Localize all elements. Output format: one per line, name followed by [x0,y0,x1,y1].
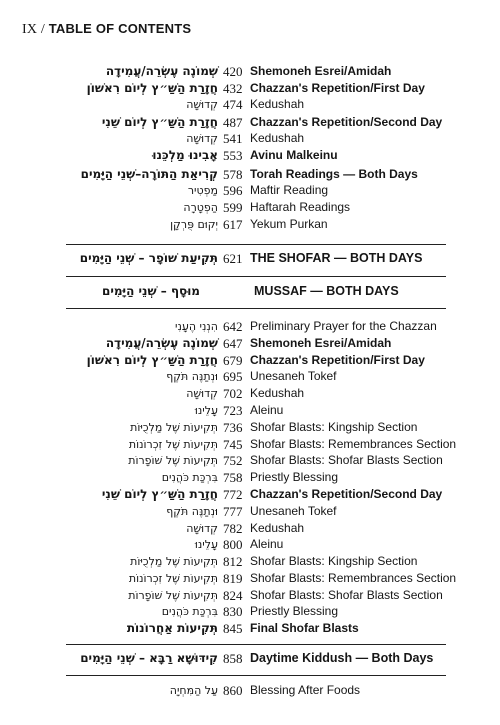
hebrew-title: קְדוּשָׁה [186,132,218,145]
english-title: Unesaneh Tokef [250,369,337,383]
toc-entry[interactable] [0,166,500,183]
page-ref: 647 [223,336,243,351]
hebrew-title: קִידּוּשָׁא רַבָּא – שְׁנֵי הַיָּמִים [80,651,218,665]
toc-entry[interactable] [0,335,500,352]
hebrew-title: הַפְטָרָה [183,201,218,214]
english-title: Haftarah Readings [250,200,351,214]
hebrew-title: אָבִינוּ מַלְכֵּנוּ [152,148,218,162]
toc-entry[interactable] [0,216,500,233]
hebrew-title: הִנְנִי הֶעָנִי [175,320,218,333]
toc-entry[interactable] [0,130,500,147]
toc-entry-shofar[interactable] [0,250,500,267]
toc-entry[interactable] [0,96,500,113]
hebrew-title: עָלֵינוּ [194,538,218,551]
toc-entry[interactable] [0,318,500,335]
page-ref: 695 [223,369,243,384]
toc-entry[interactable] [0,436,500,453]
hebrew-title: עָלֵינוּ [194,404,218,417]
toc-entry[interactable] [0,402,500,419]
english-title: Preliminary Prayer for the Chazzan [250,319,437,333]
hebrew-title: תְּקִיעוֹת שֶׁל זִכְרוֹנוֹת [128,572,218,585]
english-title: Torah Readings — Both Days [250,167,418,181]
hebrew-title: בִּרְכַּת כֹּהֲנִים [161,471,218,484]
page-ref: 541 [223,131,243,146]
hebrew-title: תְּקִיעוֹת שֶׁל מַלְכֻיּוֹת [130,421,218,434]
english-title: Shofar Blasts: Remembrances Section [250,571,457,585]
hebrew-title: מוּסָף – שְׁנֵי הַיָּמִים [101,284,200,298]
toc-entry[interactable] [0,419,500,436]
english-title: Final Shofar Blasts [250,621,359,635]
hebrew-title: עַל הַמִּחְיָה [169,684,218,697]
toc-entry[interactable] [0,587,500,604]
page-ref: 736 [223,420,243,435]
hebrew-title: תְּקִיעוֹת שֶׁל זִכְרוֹנוֹת [128,438,218,451]
hebrew-title: חֲזָרַת הַשַּׁ״ץ לְיוֹם שֵׁנִי [101,115,218,129]
english-title: Kedushah [250,521,305,535]
page-ref: 752 [223,453,243,468]
page-ref: 845 [223,621,243,636]
page-ref: 679 [223,353,243,368]
hebrew-title: וּנְתַנֶּה תֹּקֶף [166,505,218,518]
english-title: Chazzan's Repetition/Second Day [250,487,443,501]
english-title: Daytime Kiddush — Both Days [250,651,434,665]
english-title: Shofar Blasts: Remembrances Section [250,437,457,451]
page-ref: 758 [223,470,243,485]
hebrew-title: קְדוּשָׁה [186,387,218,400]
english-title: Blessing After Foods [250,683,361,697]
hebrew-title: בִּרְכַּת כֹּהֲנִים [161,605,218,618]
english-title: Shofar Blasts: Shofar Blasts Section [250,453,443,467]
english-title: Shemoneh Esrei/Amidah [250,336,392,350]
hebrew-title: וּנְתַנֶּה תֹּקֶף [166,370,218,383]
toc-entry[interactable] [0,182,500,199]
toc-entry[interactable] [0,603,500,620]
hebrew-title: חֲזָרַת הַשַּׁ״ץ לְיוֹם רִאשׁוֹן [86,353,218,367]
divider [66,244,446,245]
page-ref: 553 [223,148,243,163]
page-ref: 474 [223,97,243,112]
english-title: Shemoneh Esrei/Amidah [250,64,392,78]
hebrew-title: שְׁמוֹנֶה עֶשְׂרֵה/עֲמִידָה [105,64,218,78]
english-title: Shofar Blasts: Kingship Section [250,554,418,568]
page-ref: 596 [223,183,243,198]
page-ref: 858 [223,651,243,666]
toc-entry[interactable] [0,199,500,216]
hebrew-title: תְּקִיעוֹת שֶׁל מַלְכֻיּוֹת [130,555,218,568]
page-ref: 819 [223,571,243,586]
page-header [22,21,191,38]
english-title: Kedushah [250,386,305,400]
page-ref: 800 [223,537,243,552]
toc-entry[interactable] [0,114,500,131]
page-number: IX [22,22,38,37]
toc-entry[interactable] [0,452,500,469]
english-title: Priestly Blessing [250,470,339,484]
page-ref: 702 [223,386,243,401]
hebrew-title: תְּקִיעוֹת שֶׁל שׁוֹפָרוֹת [128,454,218,467]
page-ref: 420 [223,64,243,79]
toc-entry-kiddush[interactable] [0,650,500,667]
toc-entry[interactable] [0,80,500,97]
page-ref: 723 [223,403,243,418]
hebrew-title: חֲזָרַת הַשַּׁ״ץ לְיוֹם שֵׁנִי [101,487,218,501]
toc-entry[interactable] [0,486,500,503]
page-title: TABLE OF CONTENTS [48,21,192,36]
page-ref: 860 [223,683,243,698]
english-title: Chazzan's Repetition/Second Day [250,115,443,129]
english-title: MUSSAF — BOTH DAYS [254,284,399,298]
hebrew-title: תְּקִיעוֹת שֶׁל שׁוֹפָרוֹת [128,589,218,602]
page-ref: 578 [223,167,243,182]
hebrew-title: קְדוּשָׁה [186,98,218,111]
page-ref: 777 [223,504,243,519]
divider [66,276,446,277]
toc-entry[interactable] [0,570,500,587]
english-title: Aleinu [250,403,284,417]
page-ref: 432 [223,81,243,96]
toc-entry[interactable] [0,503,500,520]
hebrew-title: מַפְטִיר [187,184,218,197]
toc-entry[interactable] [0,536,500,553]
toc-entry[interactable] [0,368,500,385]
toc-entry[interactable] [0,352,500,369]
toc-entry[interactable] [0,385,500,402]
divider [66,308,446,309]
page-ref: 621 [223,251,243,266]
toc-entry[interactable] [0,147,500,164]
toc-entry[interactable] [0,520,500,537]
divider [66,675,446,676]
section-header-mussaf [0,283,500,300]
english-title: Chazzan's Repetition/First Day [250,353,425,367]
page-ref: 642 [223,319,243,334]
page-ref: 824 [223,588,243,603]
page-ref: 812 [223,554,243,569]
page-ref: 782 [223,521,243,536]
english-title: Unesaneh Tokef [250,504,337,518]
divider [66,644,446,645]
page-ref: 599 [223,200,243,215]
toc-entry[interactable] [0,469,500,486]
english-title: Maftir Reading [250,183,329,197]
english-title: Shofar Blasts: Kingship Section [250,420,418,434]
toc-entry[interactable] [0,620,500,637]
english-title: Chazzan's Repetition/First Day [250,81,425,95]
toc-entry[interactable] [0,63,500,80]
hebrew-title: תְּקִיעַת שׁוֹפָר – שְׁנֵי הַיָּמִים [79,251,218,265]
hebrew-title: קְדוּשָׁה [186,522,218,535]
page-ref: 772 [223,487,243,502]
page-ref: 487 [223,115,243,130]
english-title: Yekum Purkan [250,217,328,231]
page-ref: 617 [223,217,243,232]
toc-entry[interactable] [0,682,500,699]
hebrew-title: שְׁמוֹנֶה עֶשְׂרֵה/עֲמִידָה [105,336,218,350]
english-title: Aleinu [250,537,284,551]
hebrew-title: תְּקִיעוֹת אַחֲרוֹנוֹת [126,621,218,635]
page-ref: 745 [223,437,243,452]
english-title: THE SHOFAR — BOTH DAYS [250,251,423,265]
english-title: Shofar Blasts: Shofar Blasts Section [250,588,443,602]
english-title: Kedushah [250,97,305,111]
english-title: Avinu Malkeinu [250,148,338,162]
hebrew-title: יְקוּם פֻּרְקָן [170,218,218,231]
hebrew-title: קְרִיאַת הַתּוֹרָה–שְׁנֵי הַיָּמִים [80,167,218,181]
header-separator: / [40,22,45,37]
english-title: Kedushah [250,131,305,145]
hebrew-title: חֲזָרַת הַשַּׁ״ץ לְיוֹם רִאשׁוֹן [86,81,218,95]
page-ref: 830 [223,604,243,619]
english-title: Priestly Blessing [250,604,339,618]
toc-entry[interactable] [0,553,500,570]
